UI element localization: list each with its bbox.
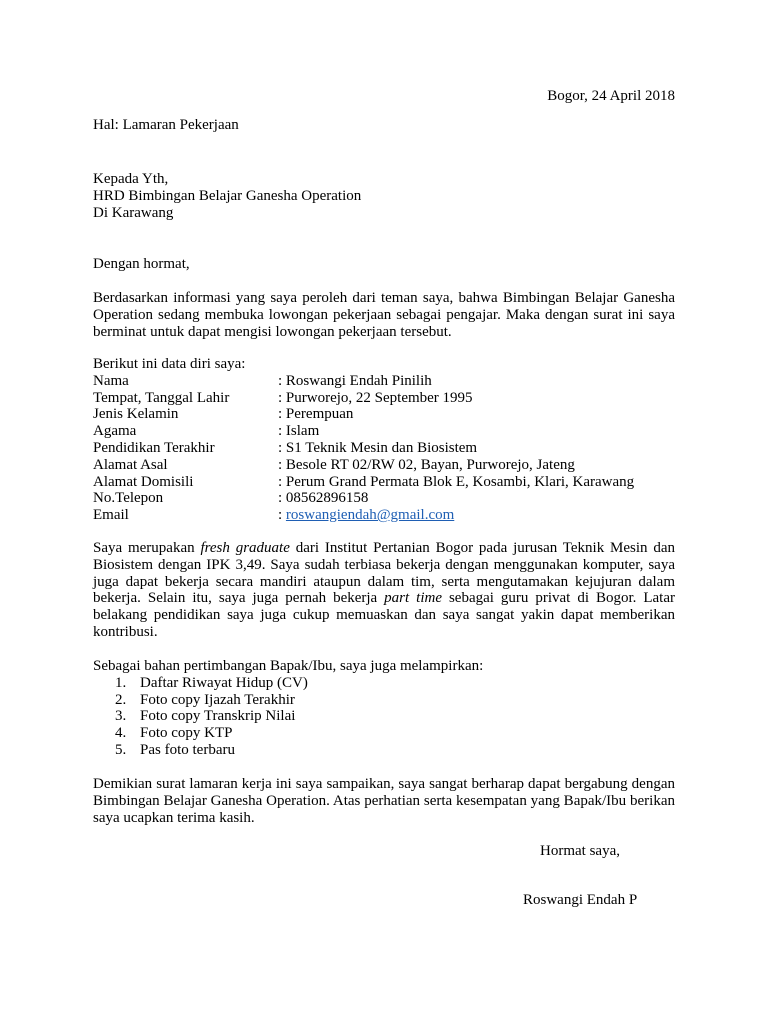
field-value: : Perempuan — [278, 406, 354, 423]
field-label: Tempat, Tanggal Lahir — [93, 389, 230, 406]
list-item — [93, 742, 675, 759]
data-row-alamat-asal — [93, 457, 675, 474]
field-value: : Roswangi Endah Pinilih — [278, 372, 432, 389]
email-prefix: : — [278, 507, 286, 524]
field-label: Alamat Asal — [93, 456, 168, 473]
list-text: Pas foto terbaru — [140, 741, 235, 758]
personal-data-section — [93, 356, 675, 524]
salutation: Dengan hormat, — [93, 256, 190, 272]
field-value: : Besole RT 02/RW 02, Bayan, Purworejo, Jateng — [278, 456, 575, 473]
recipient-location: Di Karawang — [93, 204, 174, 221]
list-number: 4. — [115, 725, 127, 742]
experience-text-3: sebagai guru privat di Bogor. Latar belakang pendidikan saya juga cukup memuaskan dan saya sangat yakin dapat memberikan kontribusi. — [93, 590, 675, 640]
data-row-ttl — [93, 390, 675, 407]
data-row-nama — [93, 373, 675, 390]
subject-line: Hal: Lamaran Pekerjaan — [93, 117, 239, 133]
intro-paragraph: Berdasarkan informasi yang saya peroleh dari teman saya, bahwa Bimbingan Belajar Ganesha Operation sedang membuka lowongan pekerjaan sebagai pengajar. Maka dengan surat ini saya berminat untuk dapat mengisi lowongan pekerjaan tersebut. — [93, 290, 675, 340]
recipient-block — [93, 171, 675, 221]
experience-italic-part-time: part time — [384, 590, 442, 607]
experience-paragraph — [93, 540, 675, 641]
signature-name: Roswangi Endah P — [523, 892, 638, 908]
email-value — [278, 507, 454, 524]
data-row-alamat-domisili — [93, 474, 675, 491]
list-number: 3. — [115, 708, 127, 725]
list-item — [93, 708, 675, 725]
list-number: 2. — [115, 691, 127, 708]
field-value: : S1 Teknik Mesin dan Biosistem — [278, 439, 478, 456]
email-link[interactable]: roswangiendah@gmail.com — [285, 507, 455, 524]
field-label: Alamat Domisili — [93, 473, 194, 490]
data-row-pendidikan — [93, 440, 675, 457]
list-text: Foto copy Transkrip Nilai — [140, 708, 296, 725]
list-item — [93, 675, 675, 692]
list-item — [93, 725, 675, 742]
recipient-name: HRD Bimbingan Belajar Ganesha Operation — [93, 187, 362, 204]
field-label: Jenis Kelamin — [93, 406, 179, 423]
date-line: Bogor, 24 April 2018 — [547, 88, 675, 104]
data-row-agama — [93, 423, 675, 440]
list-text: Foto copy Ijazah Terakhir — [140, 691, 295, 708]
experience-text-2: dari Institut Pertanian Bogor pada jurusan Teknik Mesin dan Biosistem dengan IPK 3,49. Saya sudah terbiasa bekerja dengan menggunakan komputer, saya juga dapat bekerja secara mandiri ataupun dalam tim, serta mengutamakan kejujuran dalam bekerja. Selain itu, saya juga pernah bekerja — [93, 540, 676, 607]
field-label: Pendidikan Terakhir — [93, 439, 215, 456]
field-value: : Purworejo, 22 September 1995 — [278, 389, 473, 406]
recipient-greeting: Kepada Yth, — [93, 171, 169, 187]
field-label: Nama — [93, 372, 129, 389]
field-label: Agama — [93, 423, 137, 440]
list-text: Foto copy KTP — [140, 725, 233, 742]
list-number: 1. — [115, 674, 127, 691]
closing-paragraph: Demikian surat lamaran kerja ini saya sampaikan, saya sangat berharap dapat bergabung dengan Bimbingan Belajar Ganesha Operation. Atas perhatian serta kesempatan yang Bapak/Ibu berikan saya ucapkan terima kasih. — [93, 776, 675, 826]
list-text: Daftar Riwayat Hidup (CV) — [140, 674, 308, 691]
sign-off: Hormat saya, — [540, 843, 620, 859]
data-row-telepon — [93, 490, 675, 507]
data-row-jenis-kelamin — [93, 406, 675, 423]
experience-italic-fresh-graduate: fresh graduate — [200, 540, 290, 556]
field-value: : Perum Grand Permata Blok E, Kosambi, Klari, Karawang — [278, 473, 635, 490]
field-value: : 08562896158 — [278, 490, 369, 507]
personal-data-heading: Berikut ini data diri saya: — [93, 356, 246, 372]
field-label: Email — [93, 507, 129, 524]
field-value: : Islam — [278, 423, 320, 440]
attachments-section — [93, 658, 675, 759]
experience-text-1: Saya merupakan — [93, 540, 201, 556]
list-number: 5. — [115, 741, 127, 758]
field-label: No.Telepon — [93, 490, 164, 507]
list-item — [93, 692, 675, 709]
attachments-heading: Sebagai bahan pertimbangan Bapak/Ibu, saya juga melampirkan: — [93, 658, 484, 674]
data-row-email — [93, 507, 675, 524]
